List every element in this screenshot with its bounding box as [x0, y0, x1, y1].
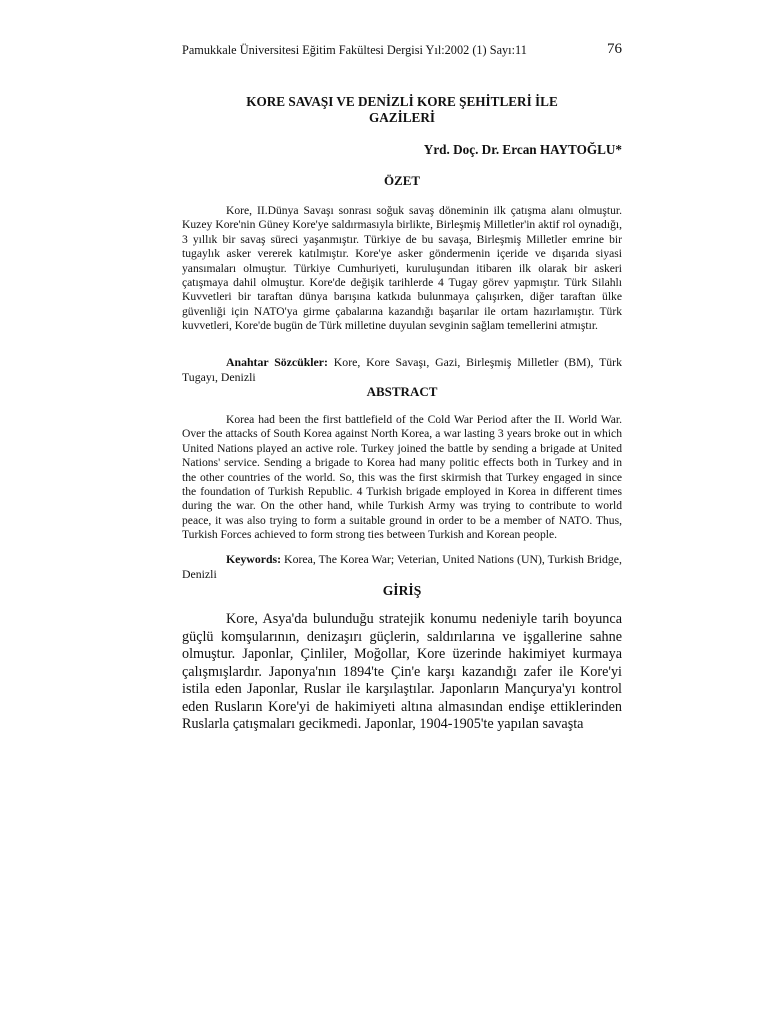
ozet-keywords-label: Anahtar Sözcükler:	[226, 355, 328, 369]
title-line-1: KORE SAVAŞI VE DENİZLİ KORE ŞEHİTLERİ İLE	[246, 94, 558, 109]
ozet-keywords-list: Kore, Kore Savaşı, Gazi, Birleşmiş Milletler (BM), Türk Tugayı, Denizli	[182, 355, 622, 384]
article-title	[182, 94, 622, 126]
giris-heading: GİRİŞ	[382, 583, 422, 598]
running-header	[182, 42, 622, 62]
abstract-keywords	[182, 552, 622, 582]
ozet-heading: ÖZET	[383, 173, 421, 188]
ozet-keywords	[182, 355, 622, 385]
giris-paragraph: Kore, Asya'da bulunduğu stratejik konumu nedeniyle tarih boyunca güçlü komşularının, denizaşırı güçlerin, saldırılarına ve işgallerine sahne olmuştur. Japonlar, Çinliler, Moğollar, Kore üzerinde hakimiyet kurmaya çalışmışlardır. Japonya'nın 1894'te Çin'e karşı kazandığı zafer ile Kore'yi istila eden Japonlar, Ruslar ile karşılaştılar. Japonların Mançurya'yı kontrol eden Rusların Kore'yi de hakimiyeti altına almasından endişe ettiklerinden Ruslarla çatışmaları gecikmedi. Japonlar, 1904-1905'te yapılan savaşta	[182, 611, 622, 732]
title-line-2: GAZİLERİ	[369, 110, 435, 125]
author-name: Yrd. Doç. Dr. Ercan HAYTOĞLU*	[423, 142, 622, 157]
page-number: 76	[607, 41, 622, 57]
abstract-keywords-label: Keywords:	[226, 552, 282, 566]
abstract-paragraph: Korea had been the first battlefield of the Cold War Period after the II. World War. Over the attacks of South Korea against North Korea, a war lasting 3 years broke out in which United Nations played an active role. Turkey joined the battle by sending a brigade at United Nations' service. Sending a brigade to Korea had many politic effects both in Turkey and in the other countries of the world. So, this was the first skirmish that Turkey engaged in since the foundation of Turkish Republic. 4 Turkish brigade employed in Korea in different times during the war. On the other hand, while Turkish Army was trying to contribute to world peace, it was also trying to form a suitable ground in order to be a member of NATO. Thus, Turkish Forces achieved to form strong ties between Turkish and Korean people.	[182, 413, 622, 542]
abstract-keywords-list: Korea, The Korea War; Veterian, United Nations (UN), Turkish Bridge, Denizli	[182, 552, 622, 581]
journal-citation: Pamukkale Üniversitesi Eğitim Fakültesi Dergisi Yıl:2002 (1) Sayı:11	[182, 43, 527, 57]
abstract-heading: ABSTRACT	[366, 384, 438, 399]
ozet-paragraph: Kore, II.Dünya Savaşı sonrası soğuk savaş döneminin ilk çatışma alanı olmuştur. Kuzey Kore'nin Güney Kore'ye saldırmasıyla birlikte, Birleşmiş Milletler'in aktif rol oynadığı, 3 yıllık bir savaş süreci yaşanmıştır. Türkiye de bu savaşa, Birleşmiş Milletler emrine bir tugaylık asker vererek katılmıştır. Kore'ye asker göndermenin içeride ve dışarıda siyasi yansımaları olmuştur. Türkiye Cumhuriyeti, kuruluşundan itibaren ilk olarak bir askeri çatışmaya dahil olmuştur. Kore'de değişik tarihlerde 4 Tugay görev yapmıştır. Türk Silahlı Kuvvetleri bir taraftan dünya barışına katkıda bulunmaya çalışırken, diğer taraftan ülke güvenliği için NATO'ya girme çabalarına kazandığı başarılar ile ortam hazırlamıştır. Türk kuvvetleri, Kore'de bugün de Türk milletine duyulan sevginin sağlam temellerini atmıştır.	[182, 204, 622, 333]
